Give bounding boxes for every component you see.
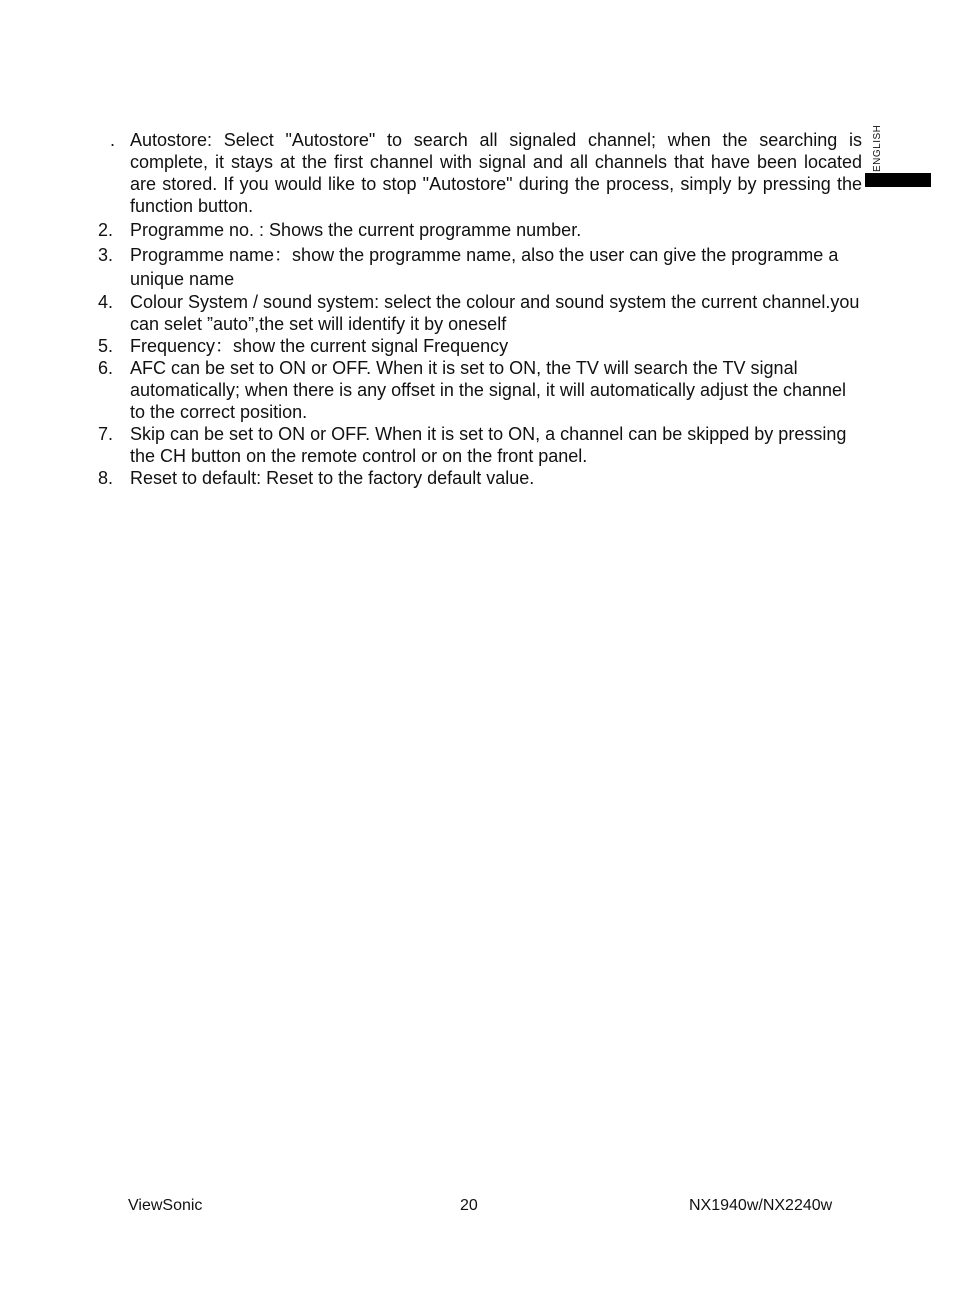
list-item: [92, 467, 862, 489]
list-item: [92, 335, 862, 357]
list-item: [92, 291, 862, 335]
list-item-number: 2.: [98, 220, 114, 240]
list-item-text: Skip can be set to ON or OFF. When it is set to ON, a channel can be skipped by pressing the CH button on the remote control or on the front panel.: [130, 424, 847, 466]
list-item-number: .: [110, 130, 116, 150]
list-item-text: Colour System / sound system: select the colour and sound system the current channel.you can selet ”auto”,the set will identify it by oneself: [130, 292, 860, 334]
list-item-text: Frequency：show the current signal Frequency: [130, 336, 509, 356]
list-item-number: 7.: [98, 424, 114, 444]
list-item: [92, 243, 862, 291]
list-item-number: 4.: [98, 292, 114, 312]
footer-model: NX1940w/NX2240w: [689, 1197, 833, 1214]
list-item-text: Programme name：show the programme name, also the user can give the programme a unique name: [130, 245, 839, 289]
list-item-text: Programme no. : Shows the current programme number.: [130, 220, 582, 240]
footer-brand: ViewSonic: [128, 1197, 203, 1214]
list-item: [92, 423, 862, 467]
instruction-list: [92, 129, 862, 489]
language-marker-bar: [865, 173, 931, 187]
list-item-text: AFC can be set to ON or OFF. When it is set to ON, the TV will search the TV signal automatically; when there is any offset in the signal, it will automatically adjust the channel to the correct position.: [130, 358, 847, 422]
list-item-number: 6.: [98, 358, 114, 378]
language-label: ENGLISH: [872, 124, 883, 172]
list-item-number: 3.: [98, 245, 114, 265]
list-item-text: Autostore: Select "Autostore" to search all signaled channel; when the searching is complete, it stays at the first channel with signal and all channels that have been located are stored. If you would like to stop "Autostore" during the process, simply by pressing the function button.: [130, 130, 862, 216]
list-item-number: 8.: [98, 468, 114, 488]
list-item-number: 5.: [98, 336, 114, 356]
footer-page-number: 20: [460, 1197, 478, 1214]
list-item-text: Reset to default: Reset to the factory default value.: [130, 468, 535, 488]
list-item: [92, 129, 862, 217]
list-item: [92, 219, 862, 241]
list-item: [92, 357, 862, 423]
